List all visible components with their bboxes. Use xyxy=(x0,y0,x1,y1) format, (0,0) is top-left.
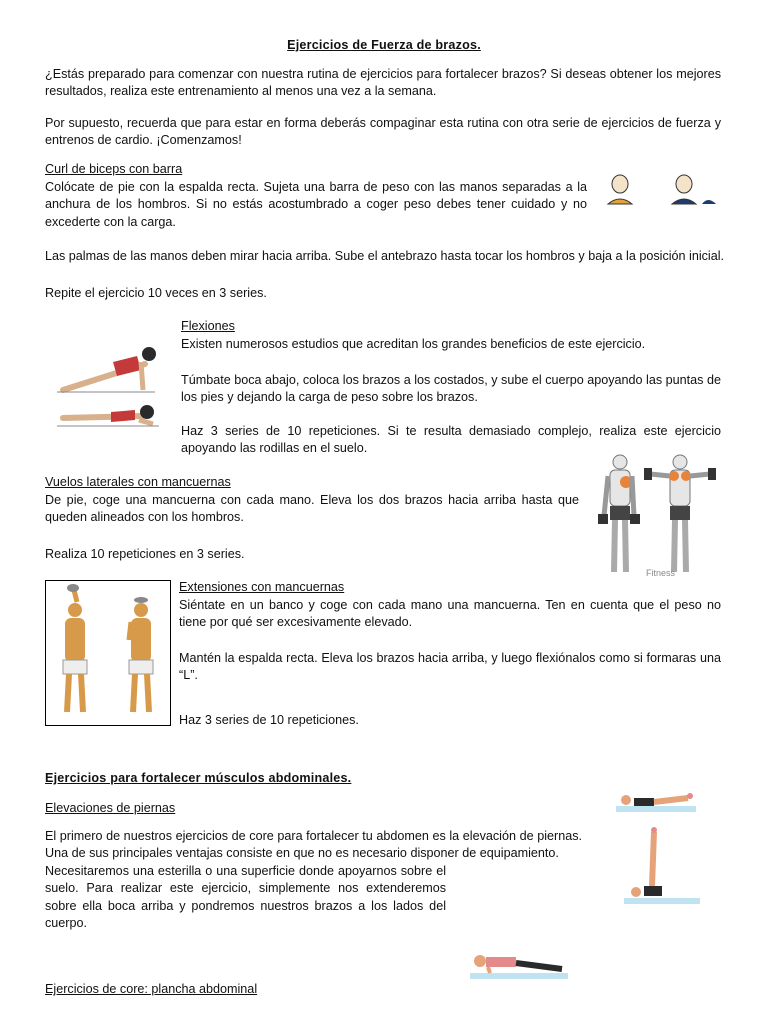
page-title: Ejercicios de Fuerza de brazos. xyxy=(287,38,481,52)
leg-raise-figure-2 xyxy=(622,822,702,910)
abdominales-title: Ejercicios para fortalecer músculos abdominales. xyxy=(45,771,352,785)
flexiones-paragraph-1: Existen numerosos estudios que acreditan los grandes beneficios de este ejercicio. xyxy=(181,337,646,351)
extensiones-paragraph-1: Siéntate en un banco y coge con cada mano una mancuerna. Ten en cuenta que el peso no tiene por qué ser excesivamente elevado. xyxy=(179,598,721,630)
extension-figure xyxy=(45,580,171,726)
extensiones-paragraph-3: Haz 3 series de 10 repeticiones. xyxy=(179,713,359,727)
curl-heading: Curl de biceps con barra xyxy=(45,162,183,176)
curl-figure xyxy=(600,170,725,210)
flexiones-paragraph-2: Túmbate boca abajo, coloca los brazos a los costados, y sube el cuerpo apoyando las puntas de los pies y dejando la carga de peso sobre los brazos. xyxy=(181,373,721,405)
extensiones-heading: Extensiones con mancuernas xyxy=(179,580,345,594)
plancha-heading: Ejercicios de core: plancha abdominal xyxy=(45,982,258,996)
intro-paragraph-1: ¿Estás preparado para comenzar con nuestra rutina de ejercicios para fortalecer brazos? Si deseas obtener los mejores resultados, realiza este entrenamiento al menos una vez a la semana. xyxy=(45,67,721,99)
curl-paragraph-1: Colócate de pie con la espalda recta. Sujeta una barra de peso con las manos separadas a la anchura de los hombros. Si no estás acostumbrado a coger peso debes tener cuidado y no excederte con la carga. xyxy=(45,180,587,229)
vuelos-paragraph-1: De pie, coge una mancuerna con cada mano. Eleva los dos brazos hacia arriba hasta que queden alineados con los hombros. xyxy=(45,493,579,525)
elevaciones-paragraph-1b: Necesitaremos una esterilla o una superficie donde apoyarnos sobre el suelo. Para realizar este ejercicio, simplemente nos extenderemos sobre ella boca arriba y pondremos nuestros brazos a los lados del cuerpo. xyxy=(45,864,446,931)
flexiones-heading: Flexiones xyxy=(181,319,235,333)
intro-paragraph-2: Por supuesto, recuerda que para estar en forma deberás compaginar esta rutina con otra serie de ejercicios de fuerza y entrenos de cardio. ¡Comenzamos! xyxy=(45,116,721,148)
lateral-raise-figure xyxy=(596,450,720,582)
leg-raise-figure-1 xyxy=(612,780,700,816)
flexiones-paragraph-3: Haz 3 series de 10 repeticiones. Si te resulta demasiado complejo, realiza este ejercicio apoyando las rodillas en el suelo. xyxy=(181,424,721,456)
elevaciones-paragraph-1a: El primero de nuestros ejercicios de core para fortalecer tu abdomen es la elevación de piernas. Una de sus principales ventajas consiste en que no es necesario disponer de equipamiento. xyxy=(45,829,582,861)
extensiones-paragraph-2: Mantén la espalda recta. Eleva los brazos hacia arriba, y luego flexiónalos como si formaras una “L”. xyxy=(179,651,721,683)
fitness-watermark: Fitness xyxy=(646,568,676,578)
elevaciones-heading: Elevaciones de piernas xyxy=(45,801,176,815)
vuelos-heading: Vuelos laterales con mancuernas xyxy=(45,475,231,489)
curl-paragraph-3: Repite el ejercicio 10 veces en 3 series. xyxy=(45,286,267,300)
curl-paragraph-2: Las palmas de las manos deben mirar hacia arriba. Sube el antebrazo hasta tocar los hombros y baja a la posición inicial. xyxy=(45,249,725,263)
plank-figure xyxy=(466,945,572,985)
pushup-figure xyxy=(55,340,165,435)
vuelos-paragraph-2: Realiza 10 repeticiones en 3 series. xyxy=(45,547,245,561)
